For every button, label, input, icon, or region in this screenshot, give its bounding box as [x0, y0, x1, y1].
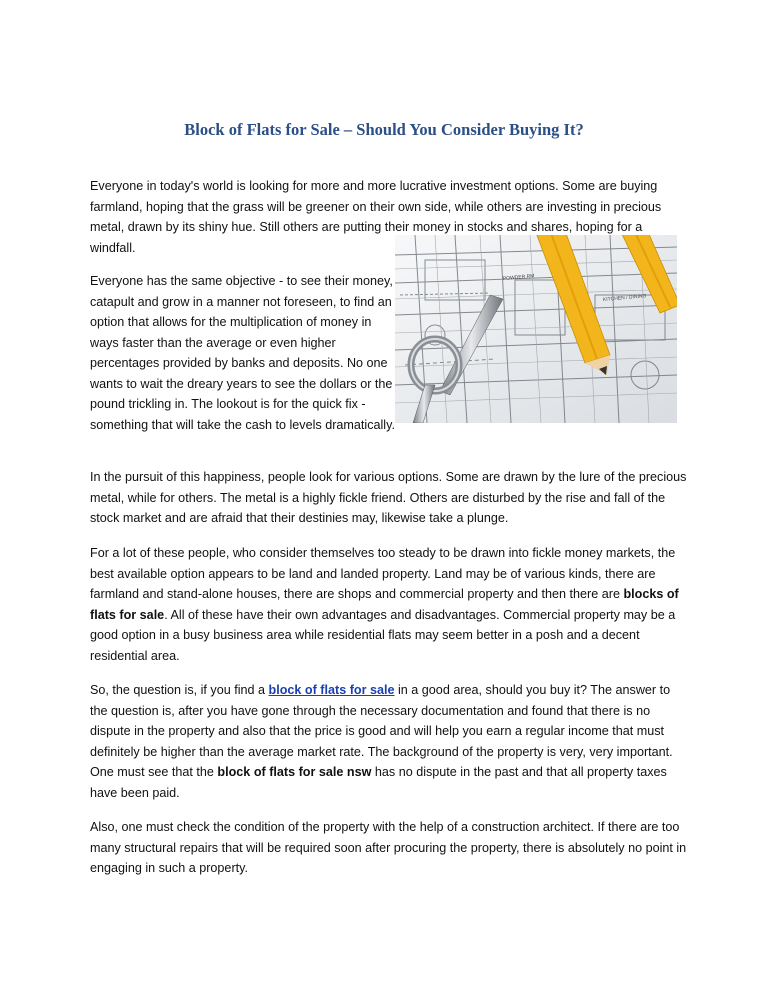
paragraph-options — [90, 543, 690, 666]
paragraph-intro: Everyone in today's world is looking for more and more lucrative investment options. Some are buying farmland, hoping that the grass will be greener on their own side, while others are investing in precious metal, drawn by its shiny hue. Still others are putting their money in stocks and shares, hoping for a windfall. — [90, 179, 662, 255]
paragraph-objective: Everyone has the same objective - to see their money, catapult and grow in a manner not foreseen, to find an option that allows for the multiplication of money in ways faster than the average or even higher percentages provided by banks and deposits. No one wants to wait the dreary years to see the dollars or the pound trickling in. The lookout is for the quick fix - something that will take the cash to levels dramatically. — [90, 274, 395, 432]
paragraph-pursuit: In the pursuit of this happiness, people look for various options. Some are drawn by the lure of the precious metal, while for others. The metal is a highly fickle friend. Others are disturbed by the rise and fall of the stock market and are afraid that their destinies may, likewise take a plunge. — [90, 470, 687, 525]
blueprint-pencil-photo — [395, 235, 677, 423]
paragraph-question-text-3: has no dispute in the past and that all property taxes have been paid. — [90, 765, 667, 800]
blueprint-label-kitchen: KITCHEN / DINING — [602, 293, 647, 303]
blueprint-label-powder: POWDER RM — [502, 273, 535, 282]
paragraph-question-text-1: So, the question is, if you find a — [90, 683, 269, 697]
paragraph-question — [90, 680, 690, 803]
page-title: Block of Flats for Sale – Should You Consider Buying It? — [184, 120, 584, 139]
paragraph-condition: Also, one must check the condition of the property with the help of a construction architect. If there are too many structural repairs that will be required soon after procuring the property, there is absolutely no point in engaging in such a property. — [90, 820, 687, 875]
block-of-flats-link[interactable]: block of flats for sale — [268, 683, 395, 697]
paragraph-options-text-2: . All of these have their own advantages and disadvantages. Commercial property may be a good option in a busy business area while residential flats may seem better in a posh and a decent residential area. — [90, 607, 676, 663]
paragraph-question-text-2: in a good area, should you buy it? The answer to the question is, after you have gone through the necessary documentation and found that there is no dispute in the property and also that the price is good and will help you earn a regular income that must definitely be higher than the average market rate. The background of the property is very, very important. One must see that the — [90, 683, 673, 779]
blueprint-illustration — [395, 235, 677, 423]
paragraph-options-text-1: For a lot of these people, who consider themselves too steady to be drawn into fickle money markets, the best available option appears to be land and landed property. Land may be of various kinds, there are farmland and stand-alone houses, there are shops and commercial property and then there are — [90, 546, 676, 601]
bold-keyword-nsw: block of flats for sale nsw — [217, 765, 372, 779]
bold-keyword: blocks of flats for sale — [90, 587, 679, 622]
